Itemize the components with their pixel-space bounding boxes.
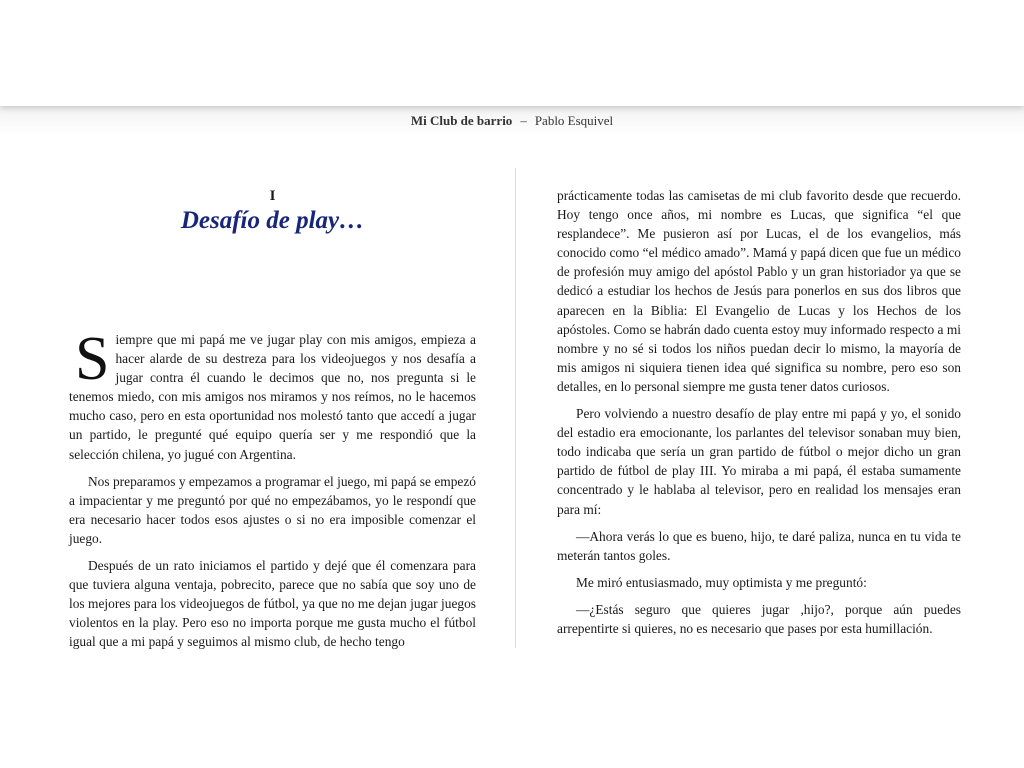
paragraph-text: iempre que mi papá me ve jugar play con mis amigos, empieza a hacer alarde de su destreza para los videojuegos y nos desafía a jugar contra él cuando le decimos que no, nos pregunta si le tenemos miedo, con mis amigos nos miramos y nos reímos, no le hacemos mucho caso, pero en esta oportunidad nos molestó tanto que accedí a jugar un partido, le pregunté qué equipo quería ser y me respondió que la selección chilena, yo jugué con Argentina. <box>69 332 476 462</box>
paragraph: —Ahora verás lo que es bueno, hijo, te daré paliza, nunca en tu vida te meterán tantos goles. <box>557 528 961 563</box>
running-header <box>0 106 1024 136</box>
paragraph <box>69 325 476 464</box>
paragraph: prácticamente todas las camisetas de mi club favorito desde que recuerdo. Hoy tengo once años, mi nombre es Lucas, que significa “el que resplandece”. Me pusieron así por Lucas, el de los evangelios, más conocido como “el médico amado”. Mamá y papá dicen que fue un médico de profesión muy amigo del apóstol Pablo y un gran historiador ya que se dedicó a estudiar los hechos de Jesús para ponerlos en sus dos libros que aparecen en la Biblia: El Evangelio de Lucas y los Hechos de los apóstoles. Como se habrán dado cuenta estoy muy informado respecto a mi nombre y no sé si todos los niños puedan decir lo mismo, la mayoría de mis amigos ni siquiera tienen idea qué significa su nombre, pero eso son detalles, en lo personal siempre me gusta tener datos curiosos. <box>557 188 961 394</box>
paragraph: —¿Estás seguro que quieres jugar ,hijo?, porque aún puedes arrepentirte si quieres, no es necesario que pases por esta humillación. <box>557 601 961 636</box>
paragraph: Me miró entusiasmado, muy optimista y me preguntó: <box>576 574 867 590</box>
paragraph: Pero volviendo a nuestro desafío de play entre mi papá y yo, el sonido del estadio era emocionante, los parlantes del televisor sonaban muy bien, todo indicaba que sería un gran partido de fútbol o mejor dicho un gran partido de fútbol de play III. Yo miraba a mi papá, él estaba sumamente concentrado y le hablaba al televisor, pero en realidad los mensajes eran para mí: <box>557 406 961 517</box>
drop-cap: S <box>75 325 110 393</box>
paragraph: Nos preparamos y empezamos a programar el juego, mi papá se empezó a impacientar y me preguntó por qué no empezábamos, yo le respondí que era necesario hacer todos esos ajustes o si no era imposible comenzar el juego. <box>69 473 476 546</box>
page-divider <box>515 168 516 648</box>
top-toolbar-area <box>0 0 1024 106</box>
paragraph: Después de un rato iniciamos el partido y dejé que él comenzara para que tuviera alguna ventaja, pobrecito, parece que no sabía que soy uno de los mejores para los videojuegos de fútbol, ya que no me dejan jugar juegos violentos en la play. Pero eso no importa porque me gusta mucho el fútbol igual que a mi papá y seguimos al mismo club, de hecho tengo <box>69 558 476 650</box>
chapter-title: Desafío de play… <box>180 207 365 234</box>
author-name: Pablo Esquivel <box>534 113 614 128</box>
chapter-number: I <box>269 188 276 204</box>
header-separator: – <box>520 113 527 128</box>
right-page <box>557 186 961 638</box>
book-title: Mi Club de barrio <box>410 113 513 128</box>
left-page <box>69 168 476 652</box>
